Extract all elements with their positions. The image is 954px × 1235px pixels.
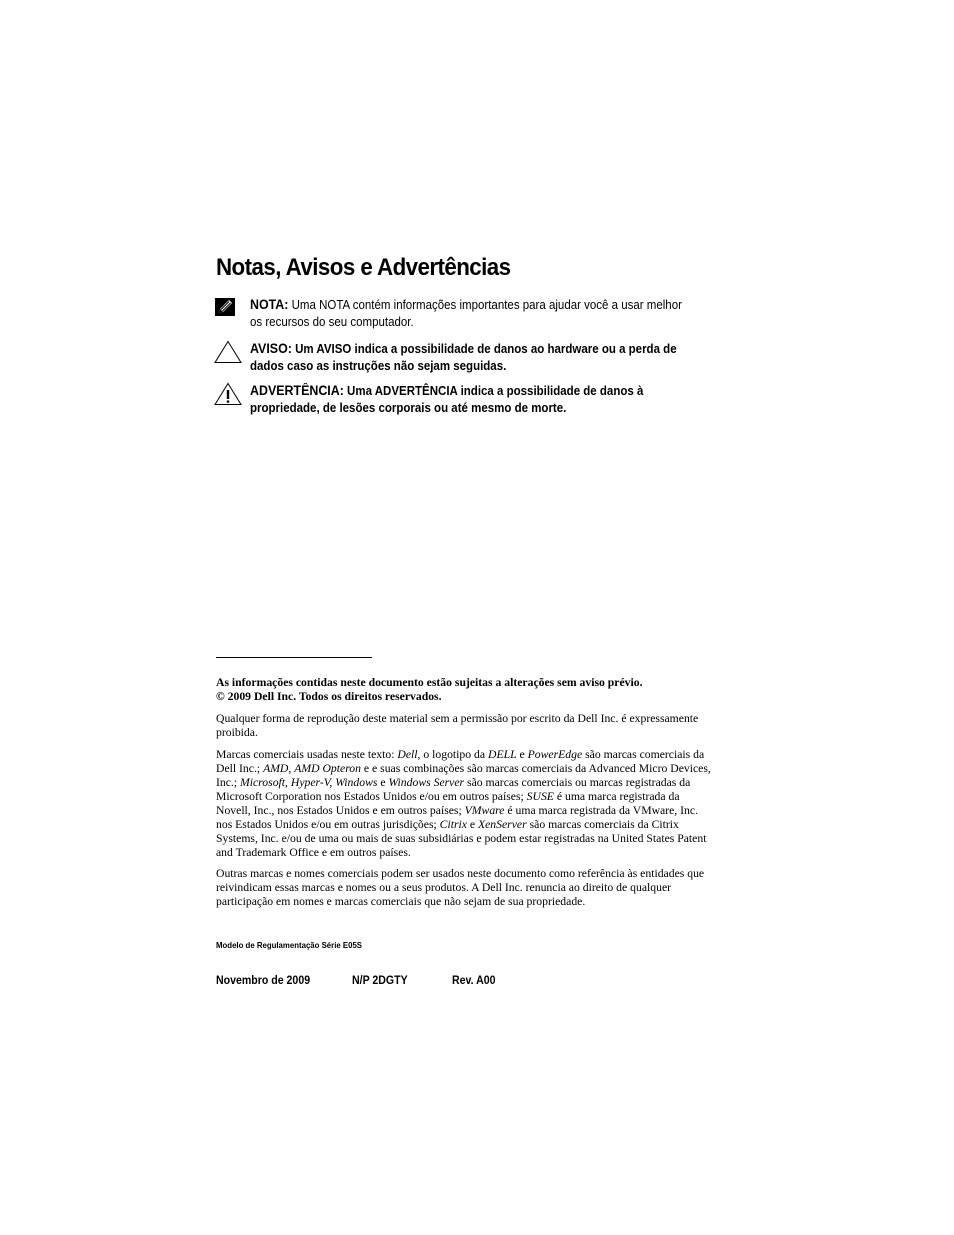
- note-label: NOTA:: [250, 297, 289, 312]
- warning-label: ADVERTÊNCIA:: [250, 383, 344, 398]
- trademark-name: Windows Server: [388, 776, 465, 789]
- trademarks-text: [216, 748, 716, 860]
- warning-text: Uma ADVERTÊNCIA indica a possibilidade de danos à propriedade, de lesões corporais ou até mesmo de morte.: [250, 384, 644, 415]
- trademark-text: são marcas comerciais da Citrix Systems, Inc. e/ou de uma ou mais de suas subsidiárias e podem estar registradas na United States Patent and Trademark Office e em outros países.: [216, 818, 707, 859]
- trademark-text: e e suas combinações são marcas comerciais da Advanced Micro Devices, Inc.;: [216, 762, 711, 789]
- warning-exclamation-icon: [213, 382, 243, 406]
- reproduction-notice: [216, 712, 716, 740]
- trademark-text: e: [377, 776, 389, 789]
- regulatory-model: Modelo de Regulamentação Série E05S: [216, 940, 363, 950]
- trademark-name: XenServer: [477, 818, 527, 831]
- caution-label: AVISO:: [250, 341, 292, 356]
- trademark-text: , o logotipo da: [417, 748, 488, 761]
- reproduction-text: Qualquer forma de reprodução deste material sem a permissão por escrito da Dell Inc. é expressamente proibida.: [216, 712, 699, 739]
- trademark-text: ,: [288, 762, 295, 775]
- change-notice-line: As informações contidas neste documento estão sujeitas a alterações sem aviso prévio.: [216, 676, 643, 689]
- trademark-text: são marcas comerciais da Dell Inc.;: [216, 748, 705, 775]
- trademark-name: Dell: [397, 748, 418, 761]
- trademark-text: são marcas comerciais ou marcas registradas da Microsoft Corporation nos Estados Unidos e/ou em outros países;: [216, 776, 691, 803]
- other-marks-notice: [216, 867, 716, 909]
- trademark-text: e: [466, 818, 478, 831]
- trademark-name: VMware: [464, 804, 505, 817]
- trademark-name: PowerEdge: [527, 748, 583, 761]
- caution-triangle-icon: [213, 340, 243, 364]
- trademarks-notice: [216, 748, 716, 860]
- footer-part-number: N/P 2DGTY: [352, 975, 408, 987]
- footer-date: Novembro de 2009: [216, 975, 311, 987]
- caution-text: Um AVISO indica a possibilidade de danos ao hardware ou a perda de dados caso as instruções não sejam seguidas.: [250, 342, 677, 373]
- page-title: Notas, Avisos e Advertências: [216, 254, 511, 281]
- other-marks-text: Outras marcas e nomes comerciais podem ser usados neste documento como referência às entidades que reivindicam essas marcas e nomes ou a seus produtos. A Dell Inc. renuncia ao direito de qualquer participação em nomes e marcas comerciais que não sejam de sua propriedade.: [216, 867, 705, 908]
- footnote-rule: [216, 657, 372, 658]
- trademark-text: é uma marca registrada da VMware, Inc. nos Estados Unidos e/ou em outras jurisdições;: [216, 804, 698, 831]
- trademark-name: SUSE: [526, 790, 554, 803]
- change-notice: [216, 676, 716, 704]
- copyright-line: © 2009 Dell Inc. Todos os direitos reservados.: [216, 690, 442, 703]
- trademark-name: AMD: [263, 762, 289, 775]
- note-text: Uma NOTA contém informações importantes para ajudar você a usar melhor os recursos do seu computador.: [250, 298, 682, 329]
- trademark-name: Citrix: [439, 818, 467, 831]
- note-pencil-icon: [213, 296, 243, 320]
- trademark-text: Marcas comerciais usadas neste texto:: [216, 748, 398, 761]
- trademark-name: DELL: [488, 748, 517, 761]
- trademark-text: é uma marca registrada da Novell, Inc., nos Estados Unidos e em outros países;: [216, 790, 680, 817]
- footer-revision: Rev. A00: [452, 975, 496, 987]
- trademark-name: Microsoft, Hyper-V, Windows: [240, 776, 378, 789]
- trademark-name: AMD Opteron: [294, 762, 361, 775]
- trademark-text: e: [516, 748, 528, 761]
